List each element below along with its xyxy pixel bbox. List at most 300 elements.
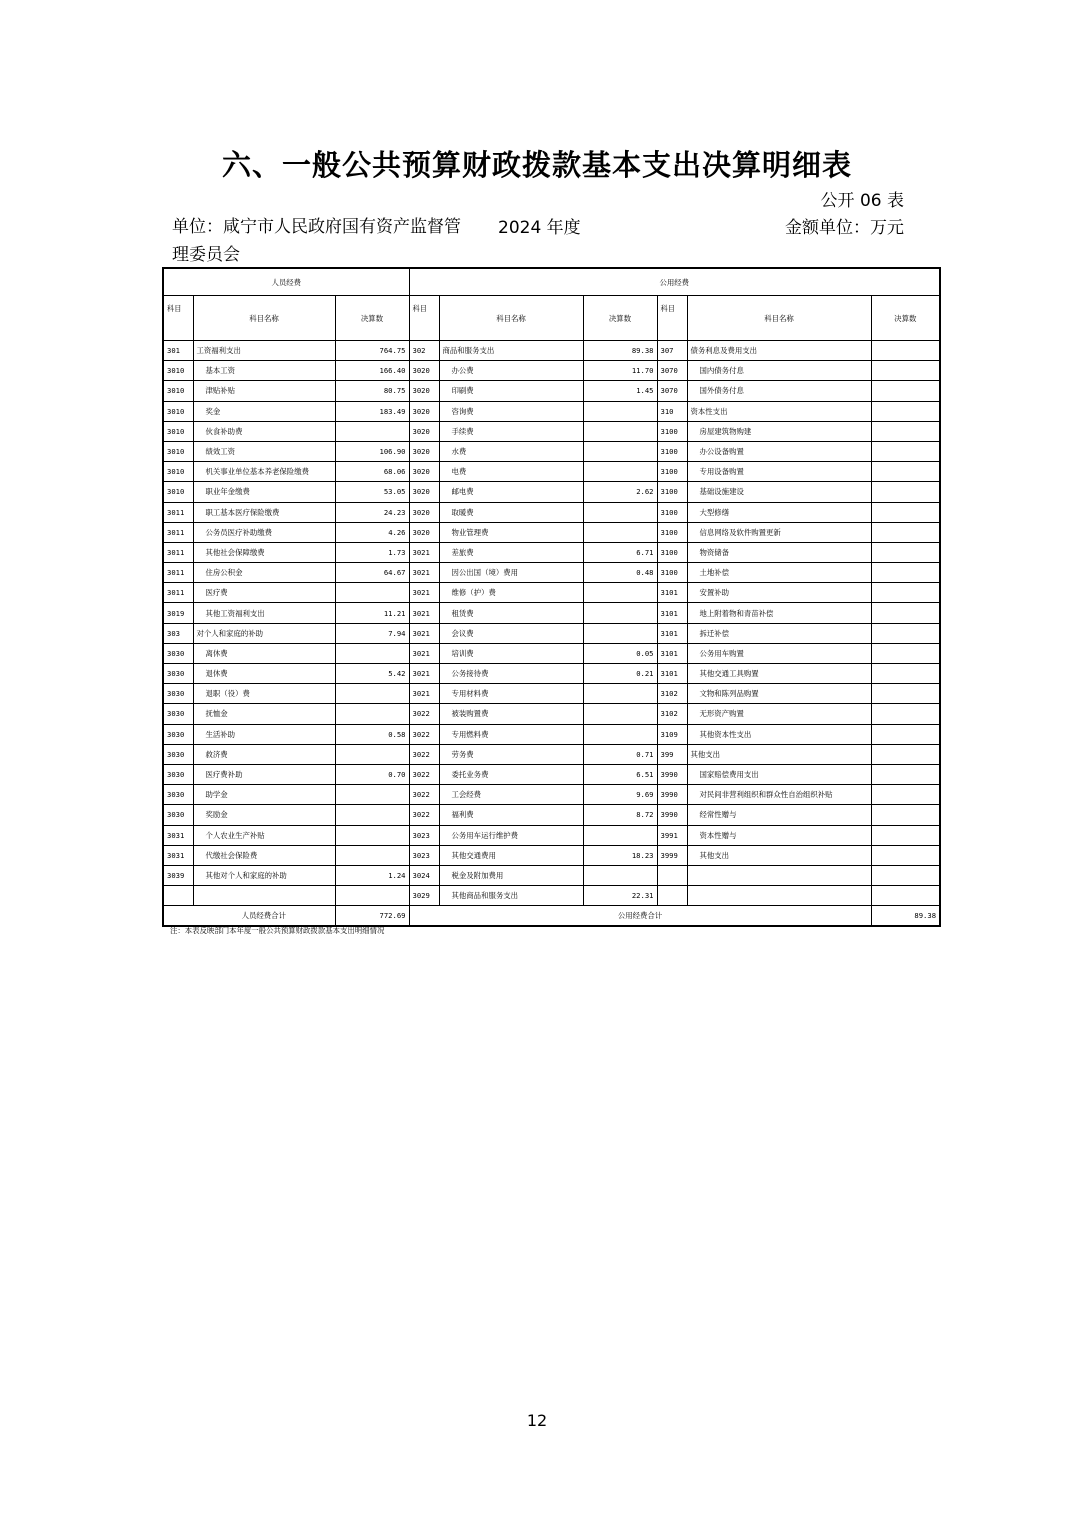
table-row [163,441,940,461]
col-code-header: 科目 [163,296,193,341]
amount [871,401,940,421]
amount [871,502,940,522]
col-code-header: 科目 [657,296,687,341]
amount [583,623,657,643]
table-row [163,482,940,502]
subject-name: 委托业务费 [439,764,583,784]
subject-name: 其他对个人和家庭的补助 [193,865,335,885]
subject-name: 工资福利支出 [193,341,335,361]
table-row [163,542,940,562]
col-name-header: 科目名称 [439,296,583,341]
table-row [163,825,940,845]
amount [583,441,657,461]
subject-code: 3021 [409,643,439,663]
subject-code: 3010 [163,421,193,441]
subject-code: 3021 [409,623,439,643]
amount: 1.45 [583,381,657,401]
table-row [163,865,940,885]
subject-code: 3100 [657,522,687,542]
subject-code: 3030 [163,744,193,764]
subject-code: 3010 [163,381,193,401]
amount [871,462,940,482]
amount: 166.40 [335,361,409,381]
subject-code: 3020 [409,502,439,522]
subject-code: 3101 [657,583,687,603]
table-row [163,845,940,865]
subject-name: 培训费 [439,643,583,663]
amount [871,744,940,764]
amount [583,704,657,724]
subject-name: 绩效工资 [193,441,335,461]
amount: 22.31 [583,886,657,906]
amount: 764.75 [335,341,409,361]
subject-name: 对个人和家庭的补助 [193,623,335,643]
amount: 8.72 [583,805,657,825]
subject-code: 3101 [657,664,687,684]
amount [583,865,657,885]
subject-name: 专用材料费 [439,684,583,704]
subject-code: 3020 [409,361,439,381]
subject-name: 其他交通工具购置 [687,664,871,684]
subject-name: 办公费 [439,361,583,381]
subject-code: 3102 [657,704,687,724]
table-row [163,623,940,643]
subject-code: 3011 [163,542,193,562]
amount: 4.26 [335,522,409,542]
subject-name: 公务用车运行维护费 [439,825,583,845]
page-number: 12 [526,1411,548,1430]
subject-name: 邮电费 [439,482,583,502]
subject-code: 3011 [163,563,193,583]
subject-code: 3029 [409,886,439,906]
amount [871,482,940,502]
amount [583,401,657,421]
subject-code: 3070 [657,361,687,381]
subject-code: 3022 [409,744,439,764]
subject-code: 3101 [657,643,687,663]
subject-name: 文物和陈列品购置 [687,684,871,704]
amount [583,684,657,704]
subject-code: 3991 [657,825,687,845]
personnel-total-label: 人员经费合计 [193,906,335,927]
col-amount-header: 决算数 [871,296,940,341]
subject-name: 商品和服务支出 [439,341,583,361]
subject-code: 3030 [163,664,193,684]
subject-code: 301 [163,341,193,361]
subject-code: 3023 [409,825,439,845]
amount [871,825,940,845]
subject-code: 3990 [657,764,687,784]
subject-name: 劳务费 [439,744,583,764]
amount [871,563,940,583]
amount: 0.48 [583,563,657,583]
amount [871,805,940,825]
subject-code: 3021 [409,563,439,583]
amount [335,643,409,663]
subject-code: 3039 [163,865,193,885]
subject-name: 医疗费补助 [193,764,335,784]
subject-name: 手续费 [439,421,583,441]
amount [583,603,657,623]
subject-code: 3030 [163,643,193,663]
subject-code [163,886,193,906]
amount: 0.05 [583,643,657,663]
amount [871,603,940,623]
subject-code: 3999 [657,845,687,865]
subject-code: 3020 [409,482,439,502]
form-number: 公开 06 表 [820,191,904,211]
money-unit: 金额单位：万元 [785,218,904,238]
subject-code: 3100 [657,462,687,482]
public-group-header: 公用经费 [409,268,940,296]
amount [871,643,940,663]
amount [583,502,657,522]
subject-name: 代缴社会保险费 [193,845,335,865]
subject-code: 3020 [409,381,439,401]
table-row [163,643,940,663]
subject-name: 离休费 [193,643,335,663]
subject-name: 公务接待费 [439,664,583,684]
amount [335,825,409,845]
amount [335,785,409,805]
subject-name: 住房公积金 [193,563,335,583]
amount [335,805,409,825]
table-row [163,361,940,381]
table-row [163,381,940,401]
amount [871,785,940,805]
subject-code: 3030 [163,704,193,724]
subject-name: 国内债务付息 [687,361,871,381]
subject-name: 救济费 [193,744,335,764]
total-spacer [163,906,193,927]
subject-name: 公务用车购置 [687,643,871,663]
subject-code: 3101 [657,623,687,643]
unit-label: 单位：咸宁市人民政府国有资产监督管理委员会 [172,217,461,265]
table-row [163,704,940,724]
amount: 7.94 [335,623,409,643]
amount: 11.21 [335,603,409,623]
amount [871,341,940,361]
amount: 0.71 [583,744,657,764]
amount: 0.21 [583,664,657,684]
amount [583,825,657,845]
amount [871,724,940,744]
amount: 1.73 [335,542,409,562]
subject-name: 被装购置费 [439,704,583,724]
public-total-label: 公用经费合计 [409,906,871,927]
subject-code: 3010 [163,401,193,421]
amount [871,441,940,461]
subject-name: 医疗费 [193,583,335,603]
table-row [163,462,940,482]
subject-code: 3031 [163,845,193,865]
subject-name: 因公出国（境）费用 [439,563,583,583]
table-row [163,401,940,421]
subject-code: 3102 [657,684,687,704]
subject-code: 3100 [657,441,687,461]
subject-name: 拆迁补偿 [687,623,871,643]
amount [871,886,940,906]
subject-name: 专用燃料费 [439,724,583,744]
subject-name: 其他工资福利支出 [193,603,335,623]
subject-code: 3019 [163,603,193,623]
subject-name: 生活补助 [193,724,335,744]
table-row [163,603,940,623]
subject-name: 基本工资 [193,361,335,381]
subject-code: 3022 [409,785,439,805]
subject-name: 基础设施建设 [687,482,871,502]
table-body [163,341,940,906]
subject-name: 工会经费 [439,785,583,805]
subject-name: 经常性赠与 [687,805,871,825]
subject-name [687,865,871,885]
subject-name: 专用设备购置 [687,462,871,482]
subject-name: 房屋建筑物购建 [687,421,871,441]
subject-name: 取暖费 [439,502,583,522]
subject-name: 退休费 [193,664,335,684]
subject-name: 公务员医疗补助缴费 [193,522,335,542]
subject-code: 3109 [657,724,687,744]
subject-name: 印刷费 [439,381,583,401]
subject-code: 3100 [657,482,687,502]
table-row [163,664,940,684]
subject-name: 大型修缮 [687,502,871,522]
subject-code: 3022 [409,724,439,744]
subject-name: 其他资本性支出 [687,724,871,744]
subject-code: 3101 [657,603,687,623]
subject-code: 3100 [657,502,687,522]
subject-code: 3020 [409,522,439,542]
col-code-header: 科目 [409,296,439,341]
subject-code: 3030 [163,684,193,704]
subject-name: 资本性赠与 [687,825,871,845]
table-row [163,785,940,805]
subject-name: 无形资产购置 [687,704,871,724]
personnel-group-header: 人员经费 [163,268,409,296]
subject-name: 国外债务付息 [687,381,871,401]
subject-name: 职工基本医疗保险缴费 [193,502,335,522]
subject-name: 伙食补助费 [193,421,335,441]
amount: 18.23 [583,845,657,865]
subject-code: 399 [657,744,687,764]
amount: 5.42 [335,664,409,684]
subject-name: 奖金 [193,401,335,421]
subject-name: 职业年金缴费 [193,482,335,502]
amount [871,664,940,684]
table-row [163,805,940,825]
personnel-total-amount: 772.69 [335,906,409,927]
subject-code: 3020 [409,462,439,482]
subject-code: 3010 [163,482,193,502]
table-row [163,744,940,764]
subject-name: 物业管理费 [439,522,583,542]
subject-code [657,886,687,906]
subject-name: 机关事业单位基本养老保险缴费 [193,462,335,482]
subject-code: 3030 [163,785,193,805]
subject-name: 维修（护）费 [439,583,583,603]
subject-code: 3070 [657,381,687,401]
subject-name: 其他社会保障缴费 [193,542,335,562]
subject-code: 3021 [409,664,439,684]
public-total-amount: 89.38 [871,906,940,927]
subject-code: 3100 [657,421,687,441]
col-amount-header: 决算数 [583,296,657,341]
amount [871,583,940,603]
subject-name: 资本性支出 [687,401,871,421]
amount [871,522,940,542]
amount: 89.38 [583,341,657,361]
amount [335,421,409,441]
expenditure-detail-table [162,267,941,927]
subject-name: 税金及附加费用 [439,865,583,885]
amount: 106.90 [335,441,409,461]
col-name-header: 科目名称 [193,296,335,341]
subject-code: 3023 [409,845,439,865]
table-row [163,502,940,522]
table-row [163,341,940,361]
subject-name: 电费 [439,462,583,482]
table-row [163,764,940,784]
amount [871,704,940,724]
amount [871,361,940,381]
subject-code: 3010 [163,361,193,381]
amount [871,381,940,401]
table-note: 注：本表反映部门本年度一般公共预算财政拨款基本支出明细情况 [170,926,385,935]
amount [335,744,409,764]
subject-name: 奖励金 [193,805,335,825]
subject-name: 债务利息及费用支出 [687,341,871,361]
amount [583,522,657,542]
amount: 11.70 [583,361,657,381]
subject-name: 土地补偿 [687,563,871,583]
amount [871,421,940,441]
subject-name: 其他支出 [687,845,871,865]
amount: 53.05 [335,482,409,502]
amount [335,583,409,603]
subject-code: 3020 [409,401,439,421]
subject-code: 307 [657,341,687,361]
amount [871,764,940,784]
subject-name [687,886,871,906]
subject-name: 物资储备 [687,542,871,562]
subject-code: 3011 [163,583,193,603]
subject-name: 信息网络及软件购置更新 [687,522,871,542]
amount [871,684,940,704]
amount [583,724,657,744]
subject-name: 福利费 [439,805,583,825]
subject-name: 抚恤金 [193,704,335,724]
subject-code: 3021 [409,542,439,562]
subject-code: 3031 [163,825,193,845]
amount [335,886,409,906]
amount: 68.06 [335,462,409,482]
table-row [163,563,940,583]
fiscal-year: 2024 年度 [498,218,581,238]
subject-code: 3020 [409,421,439,441]
subject-name: 退职（役）费 [193,684,335,704]
amount [871,865,940,885]
subject-code: 3010 [163,441,193,461]
subject-code [657,865,687,885]
subject-code: 310 [657,401,687,421]
subject-name: 水费 [439,441,583,461]
subject-code: 3010 [163,462,193,482]
subject-name: 其他支出 [687,744,871,764]
amount: 9.69 [583,785,657,805]
subject-name: 会议费 [439,623,583,643]
page-title: 六、一般公共预算财政拨款基本支出决算明细表 [221,148,852,182]
subject-code: 3022 [409,805,439,825]
subject-code: 3022 [409,764,439,784]
amount [583,421,657,441]
amount [335,845,409,865]
subject-code: 3030 [163,764,193,784]
amount: 1.24 [335,865,409,885]
subject-code: 3021 [409,583,439,603]
subject-code: 3011 [163,522,193,542]
subject-name: 安置补助 [687,583,871,603]
subject-name: 办公设备购置 [687,441,871,461]
amount [583,583,657,603]
subject-code: 3990 [657,785,687,805]
subject-code: 3030 [163,805,193,825]
col-name-header: 科目名称 [687,296,871,341]
amount [871,623,940,643]
subject-code: 3021 [409,603,439,623]
subject-code: 302 [409,341,439,361]
subject-name: 租赁费 [439,603,583,623]
amount: 0.58 [335,724,409,744]
subject-code: 3024 [409,865,439,885]
amount: 6.51 [583,764,657,784]
subject-code: 3990 [657,805,687,825]
subject-name: 地上附着物和青苗补偿 [687,603,871,623]
subject-code: 3100 [657,563,687,583]
subject-name: 助学金 [193,785,335,805]
amount: 6.71 [583,542,657,562]
amount [871,845,940,865]
subject-name: 咨询费 [439,401,583,421]
amount [871,542,940,562]
subject-name: 差旅费 [439,542,583,562]
subject-code: 303 [163,623,193,643]
amount [583,462,657,482]
subject-name: 对民间非营利组织和群众性自治组织补贴 [687,785,871,805]
subject-code: 3011 [163,502,193,522]
amount: 183.49 [335,401,409,421]
table-row [163,583,940,603]
amount: 80.75 [335,381,409,401]
amount: 0.70 [335,764,409,784]
amount: 64.67 [335,563,409,583]
subject-name: 其他交通费用 [439,845,583,865]
amount [335,704,409,724]
subject-name: 其他商品和服务支出 [439,886,583,906]
amount [335,684,409,704]
subject-name: 津贴补贴 [193,381,335,401]
table-row [163,684,940,704]
subject-name [193,886,335,906]
subject-code: 3021 [409,684,439,704]
amount: 24.23 [335,502,409,522]
subject-code: 3030 [163,724,193,744]
subject-name: 个人农业生产补贴 [193,825,335,845]
amount: 2.62 [583,482,657,502]
subject-code: 3020 [409,441,439,461]
subject-name: 国家赔偿费用支出 [687,764,871,784]
table-row [163,724,940,744]
table-row [163,522,940,542]
